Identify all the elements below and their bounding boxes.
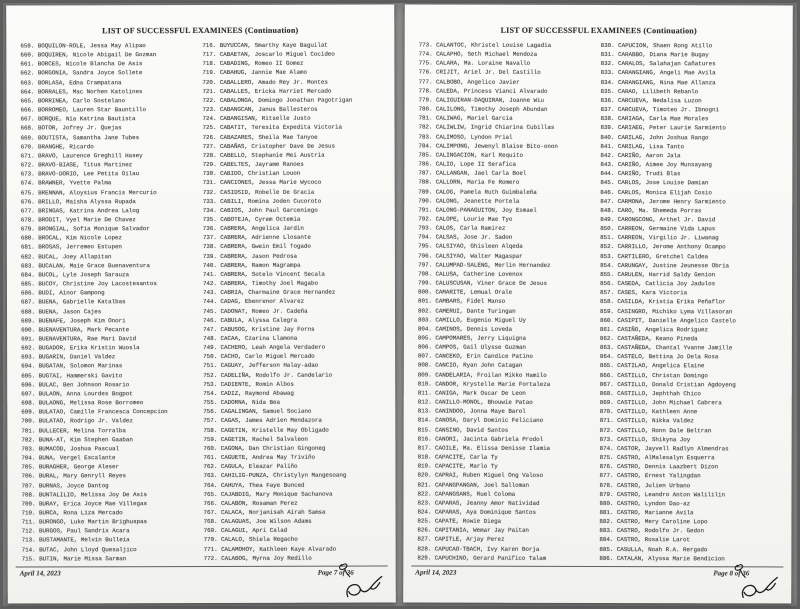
- examinee-row: 802. CAMERUI, Dante Turingan: [417, 307, 516, 315]
- examinee-row: 732. CASIDSID, Robelle De Gracia: [202, 188, 315, 196]
- examinee-row: 704. BUNA, Vergel Escalante: [21, 454, 116, 462]
- examinee-row: 750. CACHO, Carlo Miguel Mercado: [203, 353, 315, 361]
- examinee-row: 719. CABAHUG, Jannie Mae Alamo: [202, 69, 307, 77]
- examinee-row: 669. BOUTISTA, Samantha Jane Tubes: [20, 133, 140, 142]
- examinee-row: 782. CALIWLIW, Ingrid Chiarina Cubillas: [418, 123, 555, 132]
- examinee-row: 663. BORLASA, Edna Crampatana: [20, 78, 122, 87]
- results-column-left: [417, 41, 600, 565]
- examinee-row: 844. CARIÑO, Trudi Blas: [600, 170, 681, 178]
- examinee-row: 691. BUENAVENTURA, Rae Mari David: [21, 335, 137, 343]
- examinee-row: 853. CARTILERO, Gretchel Caldea: [600, 252, 709, 260]
- examinee-row: 812. CANILLO-MONOL, Bhouwie Patao: [417, 398, 533, 406]
- examinee-row: 757. CAGAS, James Adrien Mendazora: [203, 417, 322, 425]
- examinee-row: 866. CASTILLO, Christan Domingo: [599, 371, 708, 379]
- examinee-row: 815. CANSINO, David Santos: [417, 426, 509, 434]
- examinee-row: 805. CAMPOMARES, Jerry Liquigna: [417, 334, 526, 342]
- examinee-row: 833. CARANGIANG, Angeli Mae Avila: [600, 69, 716, 77]
- results-columns: [6, 34, 395, 565]
- examinee-row: 868. CASTILLO, Jephthah Chico: [599, 389, 701, 398]
- examinee-row: 753. CADIENTE, Romin Albos: [203, 380, 294, 388]
- examinee-row: 711. BURONGO, Luke Martin Brighuspas: [21, 518, 148, 526]
- examinee-row: 714. BUTAC, John Lloyd Quesaljico: [21, 545, 137, 554]
- examinee-row: 766. CALABON, Rosaman Perez: [203, 499, 298, 507]
- examinee-row: 690. BUENAVENTURA, Mark Pecante: [21, 326, 130, 334]
- examinee-row: 779. CALIGUIRAN-DAQUIRAN, Joanne Wiu: [418, 96, 545, 104]
- examinee-row: 743. CABRIA, Charmaine Grace Hernandez: [202, 288, 336, 297]
- page-title: LIST OF SUCCESSFUL EXAMINEES (Continuation): [102, 25, 299, 36]
- examinee-row: 807. CANCEKO, Erin Candice Patino: [417, 352, 533, 361]
- examinee-row: 801. CAMBARS, Fidel Manso: [417, 297, 506, 306]
- examinee-row: 841. CARILAG, Lisa Tanto: [600, 142, 685, 150]
- examinee-row: 835. CARAO, Lilibeth Rebanlo: [600, 87, 699, 96]
- examinee-row: 852. CARRILLO, Jerome Anthony Ocampo: [600, 243, 726, 251]
- examinee-row: 752. CADELIÑA, Rodolfo Jr. Candelario: [203, 371, 333, 379]
- examinee-row: 840. CARILAG, John Joshua Rango: [600, 133, 709, 141]
- examinee-row: 867. CASTILLO, Donald Cristian Agdoyeng: [599, 380, 736, 389]
- examinee-row: 856. CASEDA, Catlicia Joy Jadulos: [600, 280, 716, 288]
- examinee-row: 731. CANCIONES, Jessa Marie Wycoco: [202, 179, 322, 187]
- examinee-row: 800. CAMARITE, Lemual Orale: [418, 288, 513, 296]
- examinee-row: 759. CAGETIN, Rachel Salvaleon: [203, 435, 308, 443]
- examinee-row: 717. CABAETAN, Joscarlo Miguel Cocideo: [202, 50, 335, 59]
- examinee-row: 722. CABALONGA, Domingo Jonathan Pagotrigan: [202, 96, 353, 104]
- examinee-row: 879. CASTRO, Leandro Anton Walililin: [599, 490, 725, 498]
- examinee-row: 672. BRAVO-BIASE, Titus Martinez: [20, 161, 133, 169]
- examinee-row: 681. BROSAS, Jerremeo Estupen: [20, 243, 122, 251]
- examinee-row: 767. CALACA, Norjanisah Airah Samsa: [203, 508, 326, 516]
- examinee-row: 728. CABELLO, Stephanie Mei Austria: [202, 151, 325, 159]
- examinee-row: 683. BUCALAN, Maie Grace Buenaventura: [20, 261, 150, 270]
- examinee-row: 785. CALINGACION, Karl Requito: [418, 151, 523, 159]
- examinee-row: 855. CARULEN, Harrid Saldy Genion: [600, 270, 716, 279]
- examinee-row: 872. CASTILLO, Ronn Dale Beltran: [599, 426, 712, 434]
- examinee-row: 730. CABIDO, Christian Louon: [202, 169, 301, 178]
- examinee-row: 679. BRONGIAL, Sofia Monique Salvador: [20, 225, 150, 233]
- examinee-row: 775. CALARA, Ma. Loraine Navallo: [418, 59, 531, 68]
- page-title: LIST OF SUCCESSFUL EXAMINEES (Continuation): [500, 25, 697, 36]
- examinee-row: 862. CASTAÑEDA, Keano Pineda: [599, 335, 698, 343]
- examinee-row: 817. CAOILE, Ma. Elissa Denisse Ilamia: [417, 444, 551, 452]
- examinee-row: 871. CASTILLO, Nikka Valdez: [599, 417, 694, 425]
- examinee-row: 762. CAGULA, Eleazar Paliño: [203, 462, 298, 471]
- examinee-row: 696. BULAC, Ben Johnson Rosario: [21, 380, 130, 389]
- examinee-row: 760. CAGONA, Dan Christian Gingoneg: [203, 444, 326, 452]
- examinee-row: 885. CASULLA, Noah R.A. Rergado: [599, 545, 708, 553]
- examinee-row: 746. CABULA, Alyssa Calegra: [203, 316, 298, 324]
- examinee-row: 692. BUGADOR, Erika Kristin Wuosla: [21, 344, 140, 352]
- examinee-row: 839. CARIAEG, Peter Laurie Sarmiento: [600, 124, 726, 132]
- examinee-row: 745. CADONAT, Romeo Jr. Cadeña: [203, 307, 308, 315]
- examinee-row: 734. CABIOS, John Paul Garceniego: [202, 206, 318, 214]
- examinee-row: 707. BURNAS, Joyce Dantog: [21, 481, 109, 489]
- examinee-row: 703. BUMACOD, Joshua Pascual: [21, 445, 119, 453]
- examinee-row: 661. BORCES, Nicole Blancha De Asis: [20, 60, 143, 68]
- examinee-row: 818. CAPACITE, Carla Ty: [417, 453, 498, 461]
- examinee-row: 843. CARIÑO, Aimee Joy Munsayang: [600, 161, 712, 169]
- examinee-row: 747. CABUSOG, Kristine Jay Forns: [203, 325, 315, 333]
- examinee-row: 668. BOTOR, Jofrey Jr. Quejas: [20, 124, 122, 132]
- examinee-row: 751. CAGUAY, Jefferson Halay-adao: [203, 362, 319, 370]
- examinee-row: 741. CABRERA, Sotelo Vincent Secala: [202, 270, 325, 278]
- examinee-row: 808. CANCIO, Ryan John Catagan: [417, 361, 523, 370]
- examinee-row: 774. CALAPHO, Seth Michael Mendoza: [418, 50, 538, 58]
- document-page-8: [403, 4, 793, 603]
- footer-page-number: Page 8 of 36: [713, 569, 750, 578]
- examinee-row: 729. CABELTES, Jayrame Ranoes: [202, 160, 304, 169]
- examinee-row: 848. CARO, Ma. Shemeda Porras: [600, 206, 702, 215]
- examinee-row: 829. CAPUCHINO, Gerard Panifico Talam: [417, 554, 547, 562]
- examinee-row: 878. CASTRO, Julien Urbano: [599, 481, 691, 489]
- examinee-row: 820. CAPRAI, Ruben Miguel Ong Valoso: [417, 471, 544, 480]
- examinee-row: 720. CABALLERO, Amado Rey Jr. Montes: [202, 78, 328, 86]
- examinee-row: 823. CAPARAS, Jeanny Amor Natividad: [417, 499, 540, 507]
- examinee-row: 822. CAPANGSANS, Ruel Coloma: [417, 490, 516, 498]
- examinee-row: 806. CAMPOS, Gail Ulysse Guzman: [417, 343, 526, 351]
- examinee-row: 814. CANOSA, Daryl Dominic Feliciano: [417, 416, 544, 425]
- examinee-row: 880. CASTRO, Lyndon Dao-az: [599, 499, 691, 508]
- examinee-row: 763. CAHILIG-PUNZA, Christylyn Mangesoang: [203, 471, 347, 480]
- examinee-row: 804. CAMINOS, Dennis Loveda: [417, 325, 513, 333]
- examinee-row: 810. CANDOR, Krystelle Marie Fortaleza: [417, 380, 551, 388]
- examinee-row: 859. CASINGRO, Michiko Lyma Villasoran: [599, 307, 733, 315]
- examinee-row: 659. BOQUILON-ROLE, Jessa May Alipao: [20, 42, 146, 50]
- examinee-row: 754. CADIZ, Raymond Abawag: [203, 389, 294, 397]
- footer-date: April 14, 2023: [415, 568, 457, 577]
- examinee-row: 667. BORQUE, Nia Katrina Bautista: [20, 115, 136, 123]
- examinee-row: 755. CADORNA, Nida Bea: [203, 398, 280, 407]
- examinee-row: 854. CARUNGAY, Justine Jeunesse Obria: [600, 261, 730, 270]
- examinee-row: 803. CAMILLO, Eugenio Miguel Uy: [417, 316, 527, 324]
- examinee-row: 676. BRILLO, Maisha Alyssa Rupada: [20, 197, 136, 206]
- examinee-row: 857. CASES, Kara Victoria: [600, 289, 688, 297]
- examinee-row: 660. BOQUIREN, Nicole Abigail De Gozman: [20, 51, 157, 59]
- examinee-row: 875. CASTRO, AlMalesalyn Esquerra: [599, 454, 715, 462]
- examinee-row: 678. BRODIT, Vyel Marie De Chavez: [20, 216, 136, 224]
- examinee-row: 674. BRAWNER, Yvette Palma: [20, 179, 112, 187]
- examinee-row: 727. CABAÑAS, Cristopher Dave De Jesus: [202, 142, 336, 150]
- examinee-row: 709. BURAY, Erica Joyce Mae Villegas: [21, 499, 147, 508]
- examinee-row: 742. CABRERA, Timothy Joel Magabo: [202, 279, 318, 288]
- examinee-row: 708. BUNTALILIO, Melissa Joy De Asis: [21, 490, 147, 499]
- examinee-row: 796. CALSIYAO, Walter Magaspar: [418, 252, 523, 260]
- examinee-row: 671. BRAVO, Laurence Greghill Hasey: [20, 152, 143, 160]
- examinee-row: 813. CANINDOO, Jonna Maye Barol: [417, 407, 526, 416]
- examinee-row: 738. CABRERA, Gwein Emil Togado: [202, 243, 311, 251]
- examinee-row: 748. CACAA, Czarina Llamona: [203, 334, 298, 342]
- examinee-row: 687. BUENA, Gabrielle Katalbas: [20, 298, 126, 306]
- examinee-row: 710. BURCA, Rona Liza Mercado: [21, 509, 123, 517]
- examinee-row: 865. CASTILAO, Angelica Elaine: [599, 362, 705, 370]
- examinee-row: 838. CARIAGA, Carla Mae Morales: [600, 115, 709, 123]
- examinee-row: 716. BUYUCCAN, Smarthy Kaye Baguilat: [202, 41, 328, 49]
- examinee-row: 733. CABILI, Romina Joden Cucoroto: [202, 197, 322, 205]
- examinee-row: 816. CANORI, Jacinta Gabriela Prodol: [417, 435, 544, 443]
- examinee-row: 858. CASILDA, Kristia Erika Peñaflor: [599, 298, 726, 306]
- examinee-row: 787. CALLANGAN, Jael Carla Boel: [418, 169, 527, 177]
- examinee-row: 851. CARREON, Virgilio Jr. Liwanag: [600, 234, 719, 242]
- examinee-row: 788. CALLORN, Maria Fe Romero: [418, 178, 520, 187]
- examinee-row: 686. BUDI, Ainor Gampong: [20, 289, 105, 297]
- examinee-row: 836. CARCUEVA, Nedalisa Luzon: [600, 96, 702, 105]
- examinee-row: 724. CABANGISAN, Ritselle Justo: [202, 114, 311, 123]
- examinee-row: 685. BUCOY, Christine Joy Lacostesantos: [20, 280, 157, 288]
- examinee-row: 680. BROCAL, Kim Nicole Lopez: [20, 234, 122, 242]
- results-column-right: [202, 41, 385, 565]
- examinee-row: 684. BUCOL, Lyle Joseph Sarauza: [20, 271, 129, 279]
- examinee-row: 718. CABADING, Romeo II Gomez: [202, 60, 304, 68]
- examinee-row: 764. CAHUYA, Thea Faye Bunced: [203, 481, 305, 489]
- examinee-row: 873. CASTILLO, Shikyna Joy: [599, 435, 691, 443]
- examinee-row: 749. CACHERO, Leah Angela Verdadero: [203, 343, 326, 352]
- examinee-row: 881. CASTRO, Marianne Avila: [599, 508, 694, 517]
- examinee-row: 819. CAPACITE, Marlo Ty: [417, 462, 498, 470]
- examinee-row: 860. CASIPIT, Danielle Angelico Castelo: [599, 316, 736, 325]
- document-page-7: [6, 4, 396, 603]
- examinee-row: 825. CAPATE, Rowie Diega: [417, 517, 502, 525]
- examinee-row: 794. CALSAS, Jose Jr. Sadon: [418, 233, 513, 242]
- examinee-row: 695. BUGTAI, Hammerski Gavito: [21, 371, 123, 380]
- examinee-row: 744. CADAG, Ebenrenor Alvarez: [202, 298, 305, 306]
- examinee-row: 827. CAPITLE, Arjay Perez: [417, 535, 505, 544]
- examinee-row: 662. BORGONIA, Sandra Joyce Sollete: [20, 69, 143, 77]
- examinee-row: 793. CALOS, Carla Ramirez: [418, 224, 506, 232]
- footer-page-number: Page 7 of 36: [317, 568, 354, 577]
- examinee-row: 772. CALABOG, Myrna Joy Redillo: [203, 554, 312, 562]
- examinee-row: 675. BRENNAN, Aloysius Francis Mercurio: [20, 188, 157, 196]
- examinee-row: 673. BRAVO-DORIO, Lee Petita Oilau: [20, 170, 140, 178]
- examinee-row: 824. CAPARAS, Aya Dominique Santos: [417, 508, 536, 516]
- examinee-row: 837. CARCUEVA, Timoteo Jr. Ibnogni: [600, 106, 720, 114]
- examinee-row: 884. CASTRO, Rosalie Larot: [599, 536, 691, 544]
- examinee-row: 706. BURAL, Mary Genryll Reyes: [21, 472, 127, 480]
- examinee-row: 761. CAGUETE, Andrea May Triviño: [203, 453, 315, 462]
- examinee-row: 665. BORRINEA, Carlo Sostelano: [20, 97, 126, 105]
- examinee-row: 699. BULATAO, Camille Francesca Concepcion: [21, 408, 168, 416]
- examinee-row: 771. CALAMOHOY, Kathleen Kaye Alvarado: [203, 545, 337, 553]
- examinee-row: 846. CARLOS, Monica Elijah Cosio: [600, 188, 712, 196]
- examinee-row: 832. CARALOS, Salahajan Cañatures: [600, 60, 716, 68]
- examinee-row: 850. CARREON, Germaine Vida Lapus: [600, 225, 716, 233]
- examinee-row: 784. CALIMPONG, Jewenyl Blaise Bito-onon: [418, 142, 558, 150]
- results-columns: [403, 34, 792, 565]
- examinee-row: 783. CALIMOSO, Lyndon Prial: [418, 133, 513, 141]
- examinee-row: 797. CALUMPAD-SALENG, Merlin Hernandez: [418, 261, 551, 269]
- footer-date: April 14, 2023: [19, 569, 61, 578]
- examinee-row: 882. CASTRO, Mery Caroline Lopo: [599, 518, 708, 526]
- examinee-row: 777. CALBOBO, Angelico Javier: [418, 78, 520, 86]
- examinee-row: 737. CABRERA, Adrienne Llosante: [202, 233, 311, 242]
- examinee-row: 670. BRANGHE, Ricardo: [20, 142, 94, 151]
- examinee-row: 781. CALIWAG, Mariel Garcia: [418, 114, 513, 123]
- examinee-row: 740. CABRERA, Ramon Magrampa: [202, 261, 301, 269]
- examinee-row: 713. BUSTAMANTE, Melvin Bulleia: [21, 536, 130, 544]
- examinee-row: 725. CABATIT, Teresita Expedita Victoria: [202, 124, 342, 132]
- examinee-row: 735. CABOTEJA, Cyrem Octemia: [202, 215, 301, 223]
- examinee-row: 790. CALONG, Jeanette Portela: [418, 197, 520, 205]
- examinee-row: 721. CABALLES, Ericka Harriet Mercado: [202, 87, 332, 95]
- examinee-row: 821. CAPANGPANGAN, Joel Salloman: [417, 481, 530, 489]
- results-column-left: [20, 41, 203, 565]
- examinee-row: 792. CALOPE, Lourie Mae Tyo: [418, 215, 513, 223]
- examinee-row: 677. BRINGAS, Katrina Andrea Lalog: [20, 206, 140, 215]
- examinee-row: 864. CASTELO, Bettina Jo Dela Rosa: [599, 353, 719, 361]
- examinee-row: 702. BUNA-AT, Kim Stephen Gaaban: [21, 435, 133, 444]
- examinee-row: 765. CAJABDIG, Mary Monique Sachanova: [203, 490, 333, 498]
- examinee-row: 826. CAPITANIA, Wemar Jay Paitan: [417, 526, 529, 535]
- examinee-row: 798. CALUSA, Catherine Lovenox: [418, 270, 523, 278]
- results-column-right: [599, 41, 782, 565]
- examinee-row: 834. CARANGIANG, Nina Mae Allanza: [600, 78, 716, 86]
- examinee-row: 863. CASTAÑEDA, Chantal Yvanne Jamille: [599, 344, 733, 352]
- examinee-row: 786. CALIO, Lope II Serafica: [418, 160, 516, 168]
- examinee-row: 694. BUGATAN, Solomon Marinas: [21, 362, 123, 370]
- examinee-row: 756. CAGALINGAN, Samuel Sociano: [203, 407, 312, 416]
- examinee-row: 845. CARLOS, Jose Louise Damian: [600, 179, 709, 187]
- examinee-row: 739. CABRERA, Jason Pedrosa: [202, 252, 297, 260]
- signature-flourish-icon: [342, 573, 388, 603]
- examinee-row: 795. CALSIYAO, Ghisleen Alqeda: [418, 242, 523, 251]
- examinee-row: 847. CARMONA, Jerome Henry Sarmiento: [600, 197, 726, 205]
- examinee-row: 688. BUENA, Jason Cajes: [21, 307, 102, 316]
- examinee-row: 769. CALAGUI, Apri Calad: [203, 527, 288, 535]
- examinee-row: 811. CANIGA, Mark Oscar De Leon: [417, 389, 526, 397]
- examinee-row: 778. CALEDA, Princess Vianci Alvarado: [418, 87, 548, 95]
- examinee-row: 726. CABAZARES, Sheila Mae Tanyoe: [202, 133, 318, 141]
- examinee-row: 831. CARABBO, Diana Marie Bugay: [600, 51, 709, 59]
- examinee-row: 861. CASIÑO, Angelica Rodriguez: [599, 325, 708, 334]
- examinee-row: 701. BULLECER, Melina Torralba: [21, 426, 126, 435]
- examinee-row: 700. BULATAO, Rodrigo Jr. Valdez: [21, 417, 133, 425]
- examinee-row: 780. CALILONG, Timothy Joseph Abundan: [418, 105, 548, 113]
- examinee-row: 869. CASTILLO, John Michael Cabrera: [599, 399, 722, 407]
- signature-flourish-icon: [737, 573, 783, 603]
- examinee-row: 715. BUTIN, Marie Missa Sarman: [21, 554, 127, 563]
- examinee-row: 689. BUENAFE, Joseph Kim Onori: [21, 316, 126, 325]
- examinee-row: 870. CASTILLO, Kathleen Anne: [599, 408, 698, 416]
- examinee-row: 886. CATALAN, Alyssa Marie Bendicion: [599, 554, 725, 563]
- examinee-row: 705. BURAGHER, George Aleser: [21, 463, 120, 471]
- examinee-row: 770. CALALO, Shiela Regacho: [203, 536, 298, 544]
- examinee-row: 828. CAPUCAO-TBACH, Ivy Karen Borja: [417, 545, 540, 553]
- examinee-row: 842. CARIÑO, Aaron Jala: [600, 151, 681, 160]
- examinee-row: 693. BUGARIN, Daniel Valdez: [21, 353, 116, 361]
- examinee-row: 736. CABRERA, Angelica Jardin: [202, 224, 304, 233]
- examinee-row: 849. CARONGCONG, Arthel Jr. David: [600, 215, 716, 224]
- examinee-row: 712. BURGOS, Paul Sandrix Acara: [21, 527, 130, 535]
- examinee-row: 773. CALANTOC, Khristel Louise Lagadia: [418, 41, 552, 49]
- examinee-row: 876. CASTRO, Dennis Laazbert Dizon: [599, 463, 719, 471]
- examinee-row: 809. CANDELARIA, Froilan Mikko Hamilo: [417, 371, 547, 379]
- examinee-row: 768. CALAGUAS, Joe Wilson Adams: [203, 517, 312, 526]
- examinee-row: 666. BORROMEO, Lauren Star Bauntillo: [20, 106, 146, 114]
- examinee-row: 877. CASTRO, Ernest Yalingdan: [599, 472, 701, 480]
- examinee-row: 791. CALONG-PANAGUITON, Joy Esmael: [418, 206, 537, 214]
- examinee-row: 789. CALOG, Pamela Ruth Guimbaleña: [418, 188, 537, 196]
- examinee-row: 874. CASTOR, Jayvell Radlyn Almendras: [599, 444, 729, 453]
- examinee-row: 799. CALUSCUSAN, Viner Grace De Jesus: [418, 279, 548, 287]
- examinee-row: 830. CAPUCION, Shaen Rong Atillo: [600, 42, 713, 50]
- examinee-row: 758. CAGETIN, Kristelle May Obligado: [203, 426, 329, 434]
- examinee-row: 697. BULAON, Anna Lourdes Bogpot: [21, 390, 133, 398]
- examinee-row: 883. CASTRO, Rodolfo Jr. Gedon: [599, 527, 704, 535]
- examinee-row: 776. CRIJIT, Ariel Jr. Del Castillo: [418, 68, 541, 77]
- examinee-row: 682. BUCAL, Joey Allapitan: [20, 252, 112, 261]
- examinee-row: 664. BORRALES, Mac Norhen Katolines: [20, 87, 143, 96]
- examinee-row: 723. CABANGCAN, Janus Ballesteros: [202, 105, 318, 114]
- examinee-row: 698. BULAONG, Melissa Rose Borromeo: [21, 399, 144, 407]
